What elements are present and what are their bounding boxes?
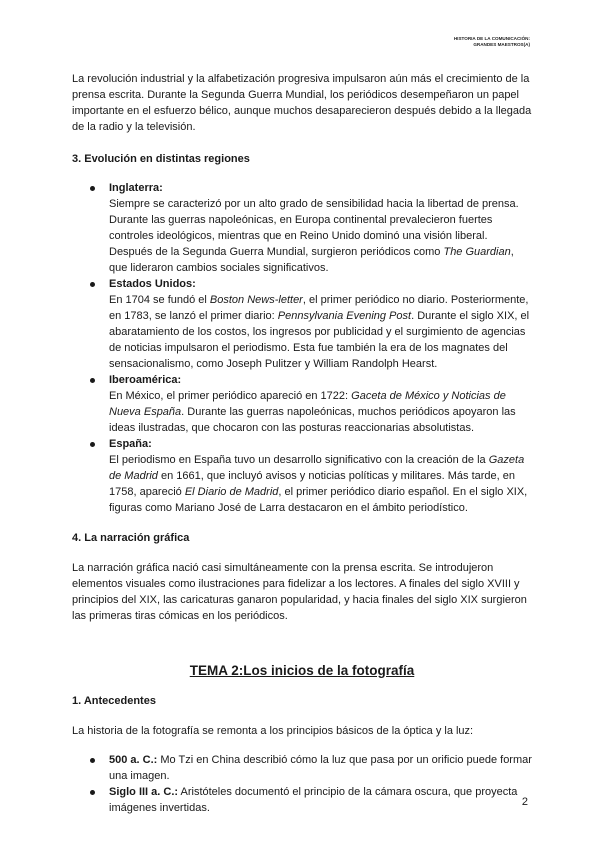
item-label: Iberoamérica: (109, 374, 182, 386)
document-body (72, 71, 532, 816)
antecedentes-list (72, 752, 532, 816)
intro-paragraph: La revolución industrial y la alfabetización progresiva impulsaron aún más el crecimiento de la prensa escrita. Durante la Segunda Guerra Mundial, los periódicos desempeñaron un papel importante en el esfuerzo bélico, aunque muchos desaparecieron después debido a la llegada de la radio y la televisión. (72, 73, 532, 133)
list-item-siglo-iii-ac (72, 784, 532, 816)
section-3-title: 3. Evolución en distintas regiones (72, 153, 250, 165)
item-emphasis: Boston News-letter (209, 294, 303, 306)
item-text: , el primer periódico diario español. En el siglo XIX, figuras como Mariano José de Larra destacaron en el ámbito periodístico. (109, 486, 528, 514)
item-text: en 1661, que incluyó avisos y noticias políticas y militares. Más tarde, en 1758, apareció (109, 470, 515, 498)
item-emphasis: Gaceta de México y Noticias de Nueva España (109, 390, 506, 418)
bullet-icon (90, 378, 95, 383)
item-label: Inglaterra: (109, 182, 163, 194)
page-number: 2 (521, 796, 528, 808)
item-label: 500 a. C.: (109, 754, 158, 766)
bullet-icon (90, 758, 95, 763)
item-text: , el primer periódico no diario. Posteriormente, en 1783, se lanzó el primer diario: (109, 294, 529, 322)
page-header (330, 36, 530, 48)
list-item-500-ac (72, 752, 532, 784)
item-text: . Durante las guerras napoleónicas, muchos periódicos apoyaron las ideas ilustradas, que chocaron con las posturas reaccionarias absolutistas. (109, 406, 516, 434)
item-text: Aristóteles documentó el principio de la cámara oscura, que proyecta imágenes invertidas. (109, 786, 518, 814)
item-text: El periodismo en España tuvo un desarrollo significativo con la creación de la (109, 454, 489, 466)
item-text: , que lideraron cambios sociales significativos. (109, 246, 514, 274)
item-label: Estados Unidos: (109, 278, 196, 290)
item-emphasis: Pennsylvania Evening Post (277, 310, 412, 322)
list-item-estados-unidos (72, 276, 532, 372)
list-item-inglaterra (72, 180, 532, 276)
item-label: España: (109, 438, 152, 450)
list-item-espana (72, 436, 532, 516)
item-emphasis: The Guardian (443, 246, 511, 258)
item-text: . Durante el siglo XIX, el abaratamiento de los costos, los ingresos por publicidad y el surgimiento de agencias de noticias impulsaron el periodismo. Esta fue también la era de los magnates del sensacionalismo, como Joseph Pulitzer y William Randolph Hearst. (109, 310, 530, 370)
header-line-1: HISTORIA DE LA COMUNICACIÓN: (453, 36, 530, 41)
item-label: Siglo III a. C.: (109, 786, 179, 798)
tema-2-section-1-title: 1. Antecedentes (72, 695, 156, 707)
item-text: En 1704 se fundó el (109, 294, 210, 306)
bullet-icon (90, 282, 95, 287)
bullet-icon (90, 790, 95, 795)
bullet-icon (90, 442, 95, 447)
item-text: Siempre se caracterizó por un alto grado de sensibilidad hacia la libertad de prensa. Durante las guerras napoleónicas, en Europa continental prevalecieron fuertes controles ideológicos, mientras que en Reino Unido dominó una visión liberal. Después de la Segunda Guerra Mundial, surgieron periódicos como (109, 198, 519, 258)
tema-2-intro: La historia de la fotografía se remonta a los principios básicos de la óptica y la luz: (72, 725, 474, 737)
regions-list (72, 180, 532, 516)
bullet-icon (90, 186, 95, 191)
item-emphasis: El Diario de Madrid (184, 486, 279, 498)
list-item-iberoamerica (72, 372, 532, 436)
tema-2-title: TEMA 2:Los inicios de la fotografía (189, 663, 415, 678)
item-text: En México, el primer periódico apareció en 1722: (109, 390, 352, 402)
item-text: Mo Tzi en China describió cómo la luz que pasa por un orificio puede formar una imagen. (109, 754, 532, 782)
section-4-title: 4. La narración gráfica (72, 532, 190, 544)
item-emphasis: Gazeta de Madrid (109, 454, 525, 482)
header-line-2: GRANDES MAESTROS(A) (473, 42, 530, 47)
section-4-paragraph: La narración gráfica nació casi simultáneamente con la prensa escrita. Se introdujeron elementos visuales como ilustraciones para fidelizar a los lectores. A finales del siglo XVIII y principios del XIX, las caricaturas ganaron popularidad, y hacia finales del siglo XIX surgieron las primeras tiras cómicas en los periódicos. (72, 562, 527, 622)
